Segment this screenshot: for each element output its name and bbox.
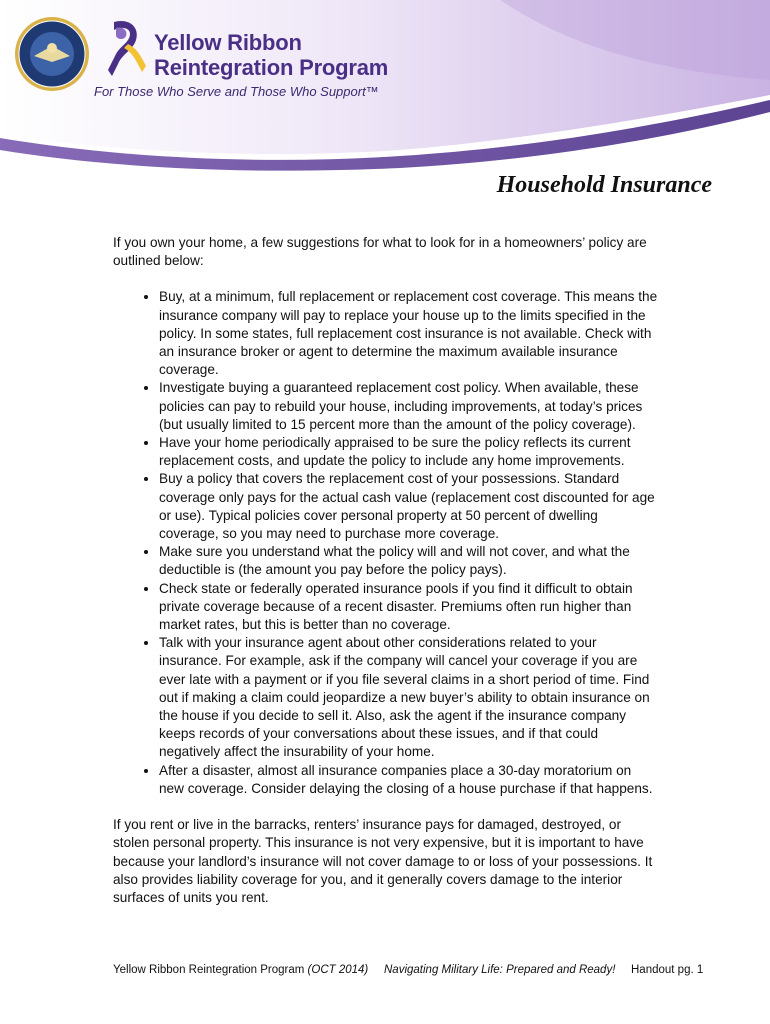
suggestions-list: [113, 288, 658, 798]
list-item: • Buy, at a minimum, full replacement or replacement cost coverage. This means the insurance company will pay to replace your house up to the limits specified in the policy. In some states, full replacement cost insurance is not available. Check with an insurance broker or agent to determine the maximum available insurance coverage.: [159, 288, 658, 379]
list-item: • Investigate buying a guaranteed replacement cost policy. When available, these policies can pay to rebuild your house, including improvements, at today’s prices (but usually limited to 15 percent more than the amount of the policy coverage).: [159, 379, 658, 434]
list-item: • Buy a policy that covers the replacement cost of your possessions. Standard coverage only pays for the actual cash value (replacement cost discounted for age or use). Typical policies cover personal property at 50 percent of dwelling coverage, so you may need to purchase more coverage.: [159, 470, 658, 543]
footer-date: (OCT 2014): [307, 964, 369, 976]
tagline: For Those Who Serve and Those Who Support™: [94, 84, 379, 99]
renters-paragraph: If you rent or live in the barracks, renters’ insurance pays for damaged, destroyed, or stolen personal property. This insurance is not very expensive, but it is important to have because your landlord’s insurance will not cover damage to or loss of your possessions. It also provides liability coverage for you, and it generally covers damage to the interior surfaces of units you rent.: [113, 817, 653, 905]
footer-program-name: Yellow Ribbon Reintegration Program: [113, 964, 308, 976]
list-item: • Make sure you understand what the policy will and will not cover, and what the deductible is (the amount you pay before the policy pays).: [159, 543, 658, 579]
ribbon-icon: [106, 18, 150, 80]
program-name-line1: Yellow Ribbon: [154, 30, 302, 55]
footer-page-number: Handout pg. 1: [631, 964, 704, 976]
department-of-defense-seal: [14, 16, 90, 92]
document-title: Household Insurance: [496, 172, 712, 198]
letterhead: [0, 0, 770, 175]
document-body: [113, 234, 658, 907]
list-item: • Have your home periodically appraised to be sure the policy reflects its current replacement costs, and update the policy to include any home improvements.: [159, 434, 658, 470]
list-item: • Talk with your insurance agent about other considerations related to your insurance. For example, ask if the company will cancel your coverage if you are ever late with a payment or if you file several claims in a short period of time. Find out if making a claim could jeopardize a new buyer’s ability to obtain insurance on the house if you decide to sell it. Also, ask the agent if the insurance company keeps records of your conversations about these issues, and if that could negatively affect the insurability of your home.: [159, 634, 658, 761]
footer-navigating: Navigating Military Life: Prepared and Ready!: [384, 964, 616, 976]
list-item: • After a disaster, almost all insurance companies place a 30-day moratorium on new coverage. Consider delaying the closing of a house purchase if that happens.: [159, 762, 658, 798]
program-name-line2: Reintegration Program: [154, 55, 389, 80]
list-item: • Check state or federally operated insurance pools if you find it difficult to obtain private coverage because of a recent disaster. Premiums often run higher than market rates, but this is better than no coverage.: [159, 580, 658, 635]
footer-program: [113, 964, 368, 976]
intro-paragraph: If you own your home, a few suggestions for what to look for in a homeowners’ policy are outlined below:: [113, 235, 647, 269]
